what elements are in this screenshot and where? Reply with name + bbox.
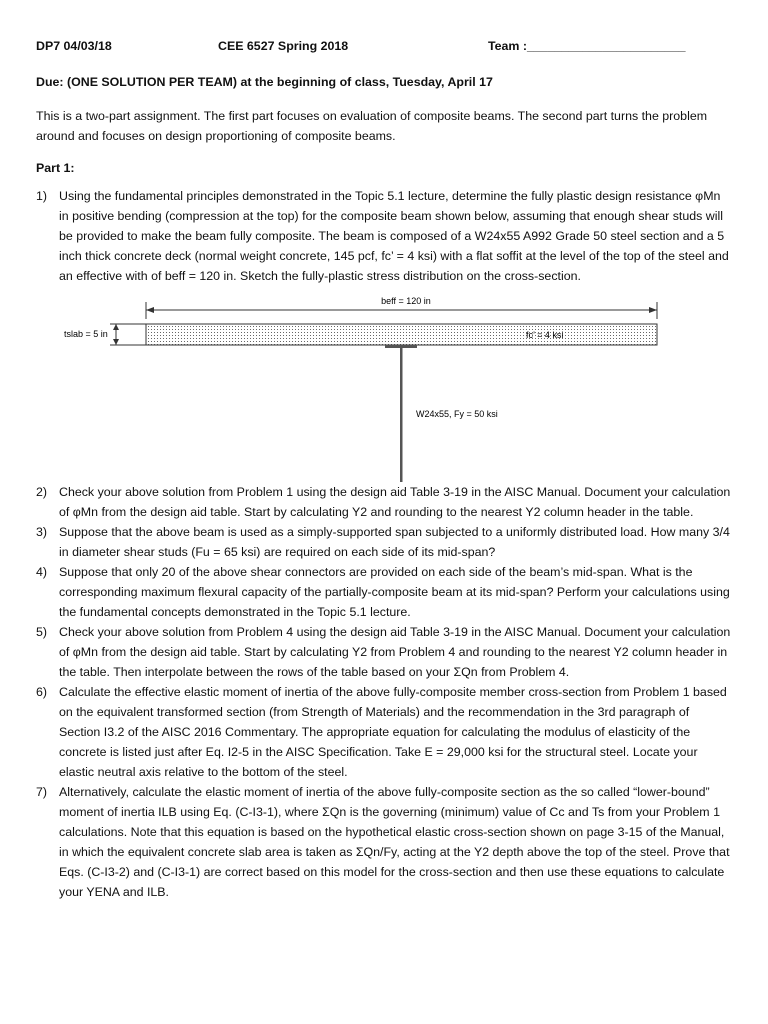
- problem-1: [36, 186, 732, 286]
- problem-2: [36, 482, 732, 522]
- beff-arrow-right: [649, 307, 657, 313]
- intro-paragraph: This is a two-part assignment. The first part focuses on evaluation of composite beams. The second part turns the problem around and focuses on design proportioning of composite beams.: [36, 109, 708, 143]
- problem-text: Alternatively, calculate the elastic moment of inertia of the above fully-composite section as the so called “lower-bound” moment of inertia ILB using Eq. (C-I3-1), where ΣQn is the governing (minimum) value of Cc and Ts from your Problem 1 calculations. Note that this equation is based on the hypothetical elastic cross-section shown on page 3-15 of the Manual, in which the equivalent concrete slab area is taken as ΣQn/Fy, acting at the Y2 depth above the top of the steel. Prove that Eqs. (C-I3-2) and (C-I3-1) are correct based on this model for the cross-section and then use these equations to calculate your YENA and ILB.: [59, 785, 730, 899]
- tslab-arrow-top: [113, 324, 119, 330]
- problem-text: Check your above solution from Problem 1 using the design aid Table 3-19 in the AISC Manual. Document your calculation of φMn from the design aid table. Start by calculating Y2 and rounding to the nearest Y2 column header in the table.: [59, 485, 731, 519]
- beam-figure: [36, 292, 732, 482]
- due-line: Due: (ONE SOLUTION PER TEAM) at the beginning of class, Tuesday, April 17: [36, 75, 493, 89]
- problem-text: Suppose that the above beam is used as a simply-supported span subjected to a uniformly distributed load. How many 3/4 in diameter shear studs (Fu = 65 ksi) are required on each side of its mid-span?: [59, 525, 730, 559]
- problem-number: 6): [36, 685, 48, 699]
- tslab-label: tslab = 5 in: [64, 329, 108, 339]
- section-label: W24x55, Fy = 50 ksi: [416, 409, 498, 419]
- tslab-arrow-bottom: [113, 339, 119, 345]
- header-row: [36, 36, 732, 56]
- problem-text: Check your above solution from Problem 4 using the design aid Table 3-19 in the AISC Manual. Document your calculation of φMn from the design aid table. Start by calculating Y2 from Problem 4 and rounding to the nearest Y2 column header in the table. Then interpolate between the rows of the table based on your ΣQn from Problem 4.: [59, 625, 731, 679]
- header-team-field: Team :_______________________: [488, 39, 686, 53]
- problem-number: 1): [36, 189, 48, 203]
- concrete-slab: [146, 324, 657, 345]
- problem-4: [36, 562, 732, 622]
- problem-number: 5): [36, 625, 48, 639]
- problem-6: [36, 682, 732, 782]
- steel-top-flange: [385, 345, 417, 348]
- problem-list-b: [36, 482, 732, 902]
- problem-number: 7): [36, 785, 48, 799]
- problem-3: [36, 522, 732, 562]
- problem-text: Suppose that only 20 of the above shear connectors are provided on each side of the beam’s mid-span. What is the corresponding maximum flexural capacity of the partially-composite beam at its mid-span? Perform your calculations using the fundamental concepts demonstrated in the Topic 5.1 lecture.: [59, 565, 730, 619]
- header-course: CEE 6527 Spring 2018: [218, 39, 349, 53]
- beff-arrow-left: [146, 307, 154, 313]
- problem-5: [36, 622, 732, 682]
- fc-label: fc’ = 4 ksi: [526, 330, 564, 340]
- problem-number: 4): [36, 565, 48, 579]
- document-page: [36, 36, 732, 902]
- steel-web: [400, 348, 403, 482]
- composite-beam-diagram: [36, 292, 732, 482]
- problem-text: Using the fundamental principles demonstrated in the Topic 5.1 lecture, determine the fully plastic design resistance φMn in positive bending (compression at the top) for the composite beam shown below, assuming that enough shear studs will be provided to make the beam fully composite. The beam is composed of a W24x55 A992 Grade 50 steel section and a 5 inch thick concrete deck (normal weight concrete, 145 pcf, fc’ = 4 ksi) with a flat soffit at the level of the top of the steel and an effective with of beff = 120 in. Sketch the fully-plastic stress distribution on the cross-section.: [59, 189, 729, 283]
- problem-number: 2): [36, 485, 48, 499]
- problem-number: 3): [36, 525, 48, 539]
- part-1-heading: Part 1:: [36, 161, 75, 175]
- problem-text: Calculate the effective elastic moment of inertia of the above fully-composite member cross-section from Problem 1 based on the equivalent transformed section (from Strength of Materials) and the recommendation in the 3rd paragraph of Section I3.2 of the AISC 2016 Commentary. The appropriate equation for calculating the modulus of elasticity of the concrete is listed just after Eq. I2-5 in the AISC Specification. Take E = 29,000 ksi for the structural steel. Locate your elastic neutral axis relative to the bottom of the steel.: [59, 685, 727, 779]
- problem-list-a: [36, 186, 732, 286]
- header-date: DP7 04/03/18: [36, 39, 112, 53]
- beff-label: beff = 120 in: [381, 296, 431, 306]
- problem-7: [36, 782, 732, 902]
